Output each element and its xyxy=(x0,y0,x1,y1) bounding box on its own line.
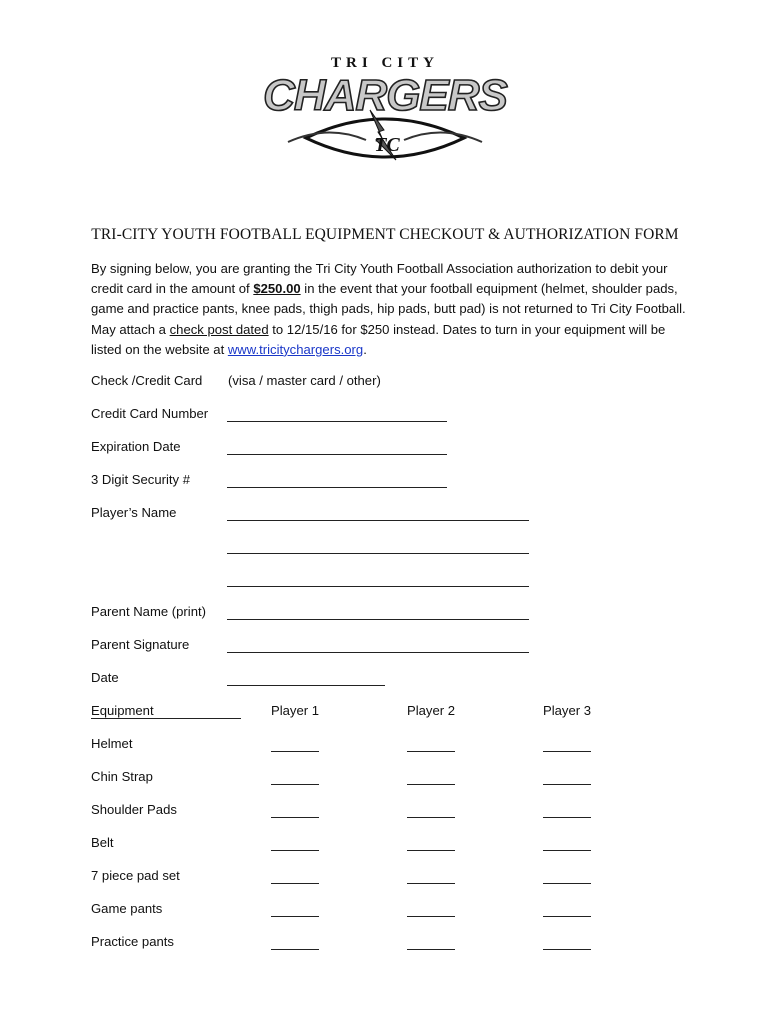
card-number-field[interactable] xyxy=(227,406,447,422)
equipment-name: Helmet xyxy=(91,736,133,751)
player-3-blank[interactable] xyxy=(543,868,591,884)
parent-name-field[interactable] xyxy=(227,604,529,620)
player-1-header: Player 1 xyxy=(271,703,320,718)
payment-options: (visa / master card / other) xyxy=(228,373,381,388)
player-1-blank[interactable] xyxy=(271,736,319,752)
player-1-blank[interactable] xyxy=(271,835,319,851)
equipment-name: Belt xyxy=(91,835,114,850)
equipment-name: Chin Strap xyxy=(91,769,153,784)
parent-signature-label: Parent Signature xyxy=(91,637,190,652)
check-post-dated: check post dated xyxy=(169,321,269,337)
expiration-row xyxy=(91,439,691,455)
player-name-label: Player’s Name xyxy=(91,505,177,520)
payment-type-row xyxy=(91,373,691,389)
payment-type-label: Check /Credit Card xyxy=(91,373,203,388)
equipment-row xyxy=(91,868,611,884)
player-name-row-2 xyxy=(91,538,691,554)
player-1-blank[interactable] xyxy=(271,769,319,785)
player-name-row-3 xyxy=(91,571,691,587)
website-link[interactable]: www.tricitychargers.org xyxy=(227,341,364,357)
player-2-blank[interactable] xyxy=(407,901,455,917)
player-name-field-2[interactable] xyxy=(227,538,529,554)
player-3-blank[interactable] xyxy=(543,802,591,818)
equipment-row xyxy=(91,769,611,785)
equipment-name: Shoulder Pads xyxy=(91,802,177,817)
player-3-header: Player 3 xyxy=(543,703,592,718)
player-2-header: Player 2 xyxy=(407,703,456,718)
player-3-blank[interactable] xyxy=(543,835,591,851)
equipment-column-header: Equipment xyxy=(91,703,241,719)
player-2-blank[interactable] xyxy=(407,802,455,818)
svg-text:TRI CITY: TRI CITY xyxy=(331,55,439,71)
parent-name-label: Parent Name (print) xyxy=(91,604,206,619)
player-3-blank[interactable] xyxy=(543,901,591,917)
card-number-row xyxy=(91,406,691,422)
player-2-blank[interactable] xyxy=(407,736,455,752)
date-label: Date xyxy=(91,670,119,685)
form-title: TRI-CITY YOUTH FOOTBALL EQUIPMENT CHECKOUT & AUTHORIZATION FORM xyxy=(91,226,679,243)
equipment-row xyxy=(91,802,611,818)
tri-city-chargers-logo xyxy=(258,50,512,210)
equipment-row xyxy=(91,835,611,851)
security-row xyxy=(91,472,691,488)
player-2-blank[interactable] xyxy=(407,769,455,785)
parent-signature-field[interactable] xyxy=(227,637,529,653)
equipment-row xyxy=(91,901,611,917)
player-3-blank[interactable] xyxy=(543,934,591,950)
player-1-blank[interactable] xyxy=(271,868,319,884)
player-2-blank[interactable] xyxy=(407,868,455,884)
player-3-blank[interactable] xyxy=(543,736,591,752)
equipment-row xyxy=(91,736,611,752)
parent-name-row xyxy=(91,604,691,620)
svg-text:CHARGERS: CHARGERS xyxy=(263,71,507,120)
player-name-row xyxy=(91,505,691,521)
date-field[interactable] xyxy=(227,670,385,686)
security-label: 3 Digit Security # xyxy=(91,472,190,487)
parent-signature-row xyxy=(91,637,691,653)
expiration-label: Expiration Date xyxy=(91,439,181,454)
player-3-blank[interactable] xyxy=(543,769,591,785)
player-2-blank[interactable] xyxy=(407,835,455,851)
equipment-header xyxy=(91,703,651,719)
equipment-name: Practice pants xyxy=(91,934,174,949)
authorization-paragraph: By signing below, you are granting the Tri City Youth Football Association authorization to debit your credit card in the amount of $250.00 in the event that your football equipment (helmet, shoulder pads, game and practice pants, knee pads, thigh pads, hip pads, butt pad) is not returned to Tri City Football. May attach a check post dated to 12/15/16 for $250 instead. Dates to turn in your equipment will be listed on the website at www.tricitychargers.org. xyxy=(91,261,686,357)
amount: $250.00 xyxy=(253,281,301,297)
date-row xyxy=(91,670,691,686)
equipment-row xyxy=(91,934,611,950)
player-name-field-3[interactable] xyxy=(227,571,529,587)
equipment-name: 7 piece pad set xyxy=(91,868,180,883)
player-1-blank[interactable] xyxy=(271,901,319,917)
player-1-blank[interactable] xyxy=(271,934,319,950)
card-number-label: Credit Card Number xyxy=(91,406,209,421)
player-2-blank[interactable] xyxy=(407,934,455,950)
player-name-field-1[interactable] xyxy=(227,505,529,521)
security-field[interactable] xyxy=(227,472,447,488)
player-1-blank[interactable] xyxy=(271,802,319,818)
equipment-name: Game pants xyxy=(91,901,163,916)
svg-text:TC: TC xyxy=(374,134,400,156)
expiration-field[interactable] xyxy=(227,439,447,455)
